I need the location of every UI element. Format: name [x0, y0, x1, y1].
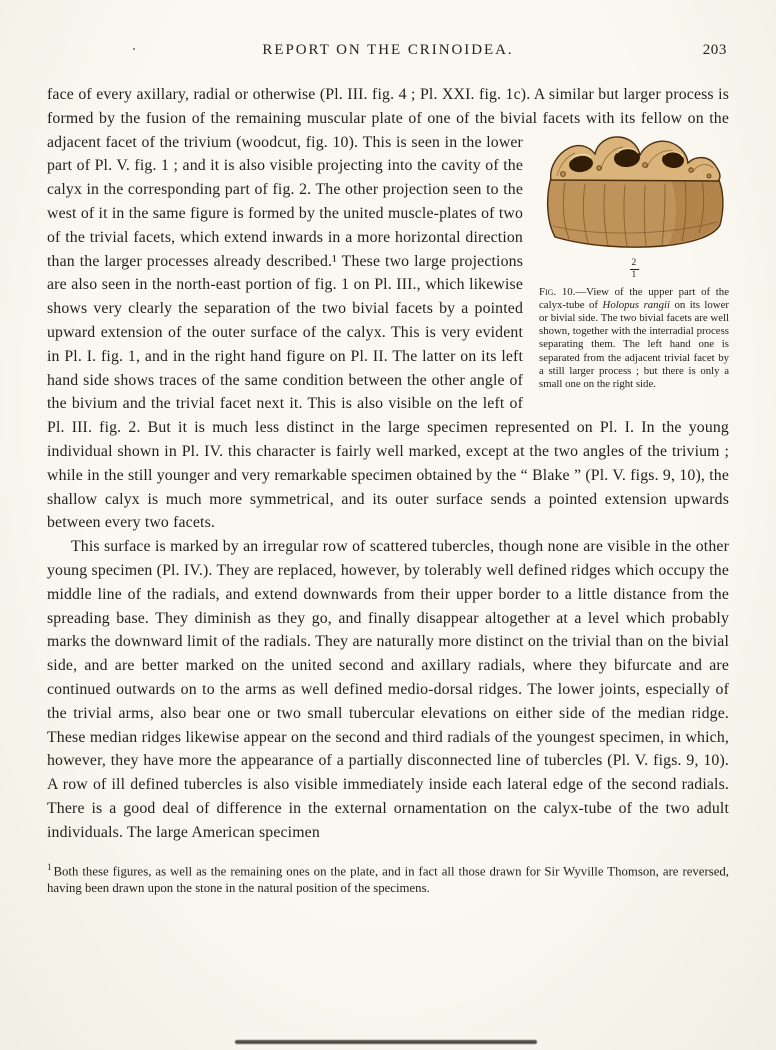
paragraph: This surface is marked by an irregular row of scattered tubercles, though none are visible in the other young specimen (Pl. IV.). They are replaced, however, by tolerably well defined ridges which occupy the middle line of the radials, and extend downwards from their upper border to a little distance from the spreading base. They diminish as they go, and finally disappear altogether at a level which probably marks the downward limit of the radials. They are naturally more distinct on the trivial than on the bivial side, and are better marked on the united second and axillary radials, where they bifurcate and are continued outwards on to the arms as well defined medio-dorsal ridges. The lower joints, especially of the trivial arms, also bear one or two small tubercular elevations on either side of the median ridge. These median ridges likewise appear on the second and third radials of the youngest specimen, in which, however, they have more the appearance of a partially disconnected line of tubercles (Pl. V. figs. 9, 10). A row of ill defined tubercles is also visible immediately inside each lateral edge of the second radials. There is a good deal of difference in the external ornamentation on the calyx-tube of the two adult individuals. The large American specimen: [47, 538, 729, 841]
paragraph-text: This is seen in the lower part of Pl. V. fig. 1 ; and it is also visible projecting into the cavity of the calyx in the corresponding part of fig. 2. The other projection seen to the west of it in the same figure is formed by the united muscle-plates of two of the trivial facets, which extend inwards in a more horizontal direction than the larger processes already described.¹ These two large projections are also seen in the north-east portion of fig. 1 on Pl. III., which likewise shows very clearly the separation of the two bivial facets by a pointed upward extension of the outer surface of the calyx. This is very evident in Pl. I. fig. 1, and in the right hand figure on Pl. II. The latter on its left hand side shows traces of the same condition between the other angle of the bivium and the trivial facet next it. This is also visible on the left of Pl. III. fig. 2. But it is much less distinct in the large specimen represented on Pl. I. In the young individual shown in Pl. IV. this character is fairly well marked, except at the two angles of the trivium ; while in the still younger and very remarkable specimen obtained by the “ Blake ” (Pl. V. figs. 9, 10), the shallow calyx is much more symmetrical, and its outer surface sends a pointed extension upwards between every two facets.: [47, 133, 729, 532]
scale-denominator: 1: [631, 270, 637, 281]
paragraph-continued: [47, 83, 729, 535]
footnote: [47, 859, 729, 897]
page-header: [47, 0, 729, 59]
figure-caption-text: on its lower or bivial side. The two bivial facets are well shown, together with the interradial process separating them. The left hand one is separated from the adjacent trivial facet by a still larger process ; but there is only a small one on the right side.: [539, 298, 729, 391]
running-title: REPORT ON THE CRINOIDEA.: [262, 42, 514, 58]
figure-10: [539, 134, 729, 392]
woodcut-illustration-svg: [541, 134, 727, 250]
figure-caption-text: —View of the upper part of the calyx-tube of: [539, 285, 730, 311]
paragraph-text: face of every axillary, radial or otherwise (Pl. III. fig. 4 ; Pl. XXI. fig. 1c). A similar but larger process is formed by the fusion of the remaining muscular plate of one of the bivial facets with its fellow on the adjacent facet of the trivium (woodcut, fig. 10).: [47, 86, 729, 151]
scale-fraction: [630, 259, 639, 281]
footnote-marker: 1: [47, 861, 52, 872]
species-name: Holopus rangii: [602, 298, 670, 311]
scale-numerator: 2: [631, 257, 637, 268]
figure-caption: [539, 286, 729, 392]
scan-artifact: [235, 1040, 537, 1044]
body-text: [47, 83, 729, 845]
footnote-text: Both these figures, as well as the remaining ones on the plate, and in fact all those drawn for Sir Wyville Thomson, are reversed, having been drawn upon the stone in the natural position of the specimens.: [47, 863, 729, 895]
figure-scale: [539, 253, 729, 281]
figure-10-woodcut: [539, 134, 729, 250]
figure-caption-label: Fig. 10.: [539, 285, 576, 298]
page-number: 203: [702, 42, 727, 58]
